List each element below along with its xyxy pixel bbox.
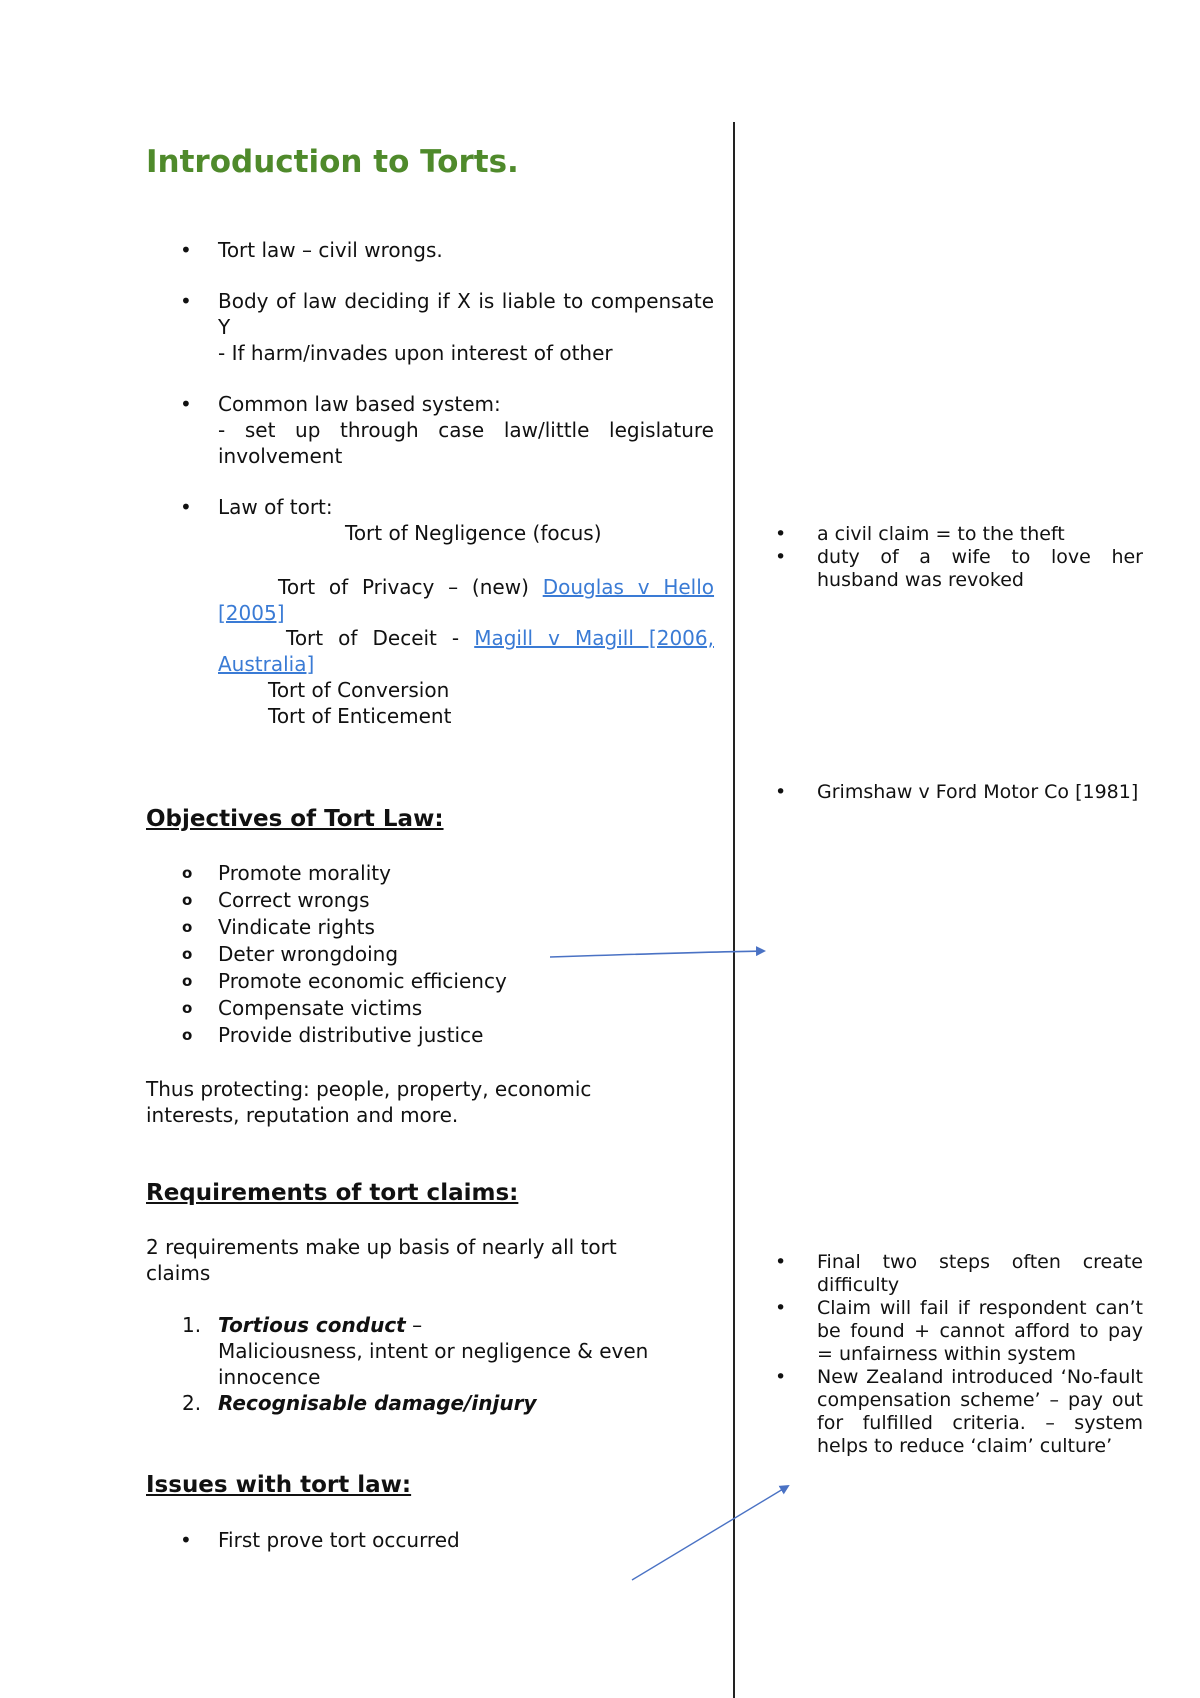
list-item-text: First prove tort occurred xyxy=(218,1528,460,1552)
list-item-subtext: - set up through case law/little legislature involvement xyxy=(218,418,714,468)
margin-notes-group-1 xyxy=(775,523,1143,592)
tort-deceit-label: Tort of Deceit - xyxy=(286,626,460,650)
list-number: 2. xyxy=(182,1391,202,1415)
margin-notes-group-3 xyxy=(775,1251,1143,1458)
list-item xyxy=(146,1390,714,1416)
list-item-text: Compensate victims xyxy=(218,996,423,1020)
tort-conversion: Tort of Conversion xyxy=(268,678,450,702)
circle-bullet-icon: o xyxy=(182,972,193,990)
margin-note-text: Final two steps often create difficulty xyxy=(817,1251,1143,1296)
list-item xyxy=(146,860,714,887)
list-item-text: Promote economic efficiency xyxy=(218,969,507,993)
list-item-text: Common law based system: xyxy=(218,392,501,416)
list-item xyxy=(146,1312,714,1390)
list-item-text: Correct wrongs xyxy=(218,888,370,912)
list-item-text: Promote morality xyxy=(218,861,391,885)
list-item xyxy=(146,995,714,1022)
tort-privacy-label: Tort of Privacy – (new) xyxy=(278,575,529,599)
circle-bullet-icon: o xyxy=(182,918,193,936)
margin-note xyxy=(775,1251,1143,1297)
margin-note-text: duty of a wife to love her husband was revoked xyxy=(817,546,1143,591)
list-item xyxy=(146,887,714,914)
list-item xyxy=(146,968,714,995)
objectives-summary: Thus protecting: people, property, economic interests, reputation and more. xyxy=(146,1077,592,1127)
requirement-dash: – xyxy=(405,1313,423,1337)
list-item-text: Provide distributive justice xyxy=(218,1023,484,1047)
margin-note-text: New Zealand introduced ‘No-fault compensation scheme’ – pay out for fulfilled criteria. – system helps to reduce ‘claim’ culture’ xyxy=(817,1366,1143,1457)
tort-deceit xyxy=(218,625,714,677)
circle-bullet-icon: o xyxy=(182,891,193,909)
case-link-magill-v-magill[interactable]: Magill v Magill [2006, Australia] xyxy=(218,626,714,676)
bullet-icon: • xyxy=(180,495,192,519)
bullet-icon: • xyxy=(180,1528,192,1552)
tort-privacy xyxy=(218,574,714,626)
circle-bullet-icon: o xyxy=(182,999,193,1017)
section-heading-objectives: Objectives of Tort Law: xyxy=(146,806,444,832)
margin-notes-group-2 xyxy=(775,781,1143,804)
list-item-text: Law of tort: xyxy=(218,495,333,519)
list-item xyxy=(146,914,714,941)
bullet-icon: • xyxy=(180,238,192,262)
margin-note-text: Grimshaw v Ford Motor Co [1981] xyxy=(817,781,1139,803)
bullet-icon: • xyxy=(775,781,787,803)
margin-note xyxy=(775,523,1143,546)
tort-enticement: Tort of Enticement xyxy=(268,704,452,728)
objectives-list xyxy=(146,860,714,1049)
requirement-title: Recognisable damage/injury xyxy=(218,1391,537,1415)
bullet-icon: • xyxy=(775,546,787,568)
circle-bullet-icon: o xyxy=(182,945,193,963)
margin-note-text: Claim will fail if respondent can’t be found + cannot afford to pay = unfairness within system xyxy=(817,1297,1143,1365)
list-item-text: Deter wrongdoing xyxy=(218,942,399,966)
list-item-text: Vindicate rights xyxy=(218,915,375,939)
list-item-text: Body of law deciding if X is liable to compensate Y xyxy=(218,289,714,339)
bullet-icon: • xyxy=(775,1297,787,1319)
margin-note xyxy=(775,1366,1143,1458)
list-item xyxy=(146,1022,714,1049)
margin-note xyxy=(775,781,1143,804)
circle-bullet-icon: o xyxy=(182,1026,193,1044)
bullet-icon: • xyxy=(775,1366,787,1388)
bullet-icon: • xyxy=(180,289,192,313)
list-item xyxy=(146,941,714,968)
circle-bullet-icon: o xyxy=(182,864,193,882)
list-item-subtext: - If harm/invades upon interest of other xyxy=(218,341,613,365)
bullet-icon: • xyxy=(180,392,192,416)
list-number: 1. xyxy=(182,1313,202,1337)
list-item-text: Tort law – civil wrongs. xyxy=(218,238,443,262)
requirement-title: Tortious conduct xyxy=(218,1313,406,1337)
case-link-douglas-v-hello[interactable]: Douglas v Hello [2005] xyxy=(218,575,715,625)
margin-note xyxy=(775,546,1143,592)
requirements-list xyxy=(146,1312,714,1416)
requirements-intro: 2 requirements make up basis of nearly all tort claims xyxy=(146,1235,617,1285)
bullet-icon: • xyxy=(775,1251,787,1273)
requirement-detail: Maliciousness, intent or negligence & even innocence xyxy=(218,1339,649,1389)
margin-divider xyxy=(733,122,735,1698)
margin-note xyxy=(775,1297,1143,1366)
section-heading-issues: Issues with tort law: xyxy=(146,1472,412,1498)
section-heading-requirements: Requirements of tort claims: xyxy=(146,1180,519,1206)
tort-negligence: Tort of Negligence (focus) xyxy=(345,521,602,545)
bullet-icon: • xyxy=(775,523,787,545)
page-title: Introduction to Torts. xyxy=(146,144,519,180)
margin-note-text: a civil claim = to the theft xyxy=(817,523,1065,545)
